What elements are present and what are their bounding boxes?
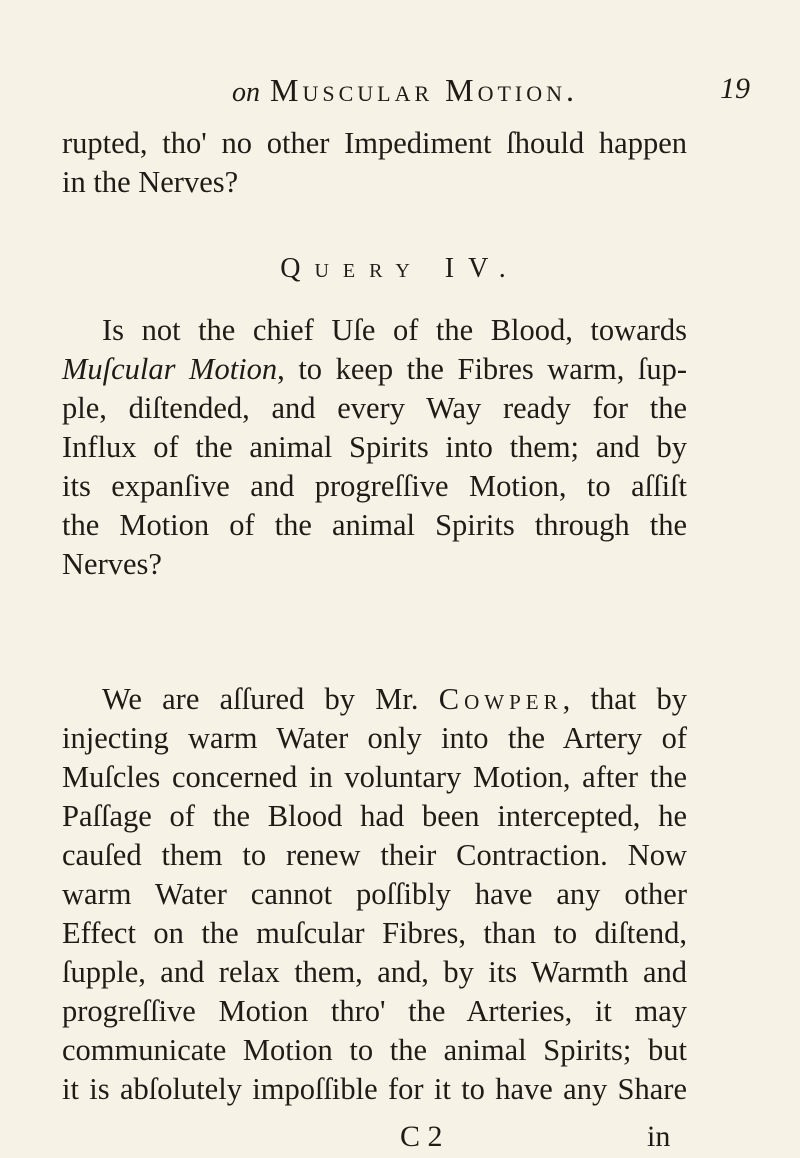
paragraph-cowper (62, 680, 687, 1109)
text-line (62, 680, 687, 719)
text-line: cauſed them to renew their Contraction. Now (62, 838, 687, 872)
signature-mark: C 2 (400, 1120, 443, 1153)
text-line: progreſſive Motion thro' the Arteries, it may (62, 994, 687, 1028)
text-line: the Motion of the animal Spirits through the (62, 508, 687, 542)
text-segment: We are aſſured by Mr. (102, 682, 419, 716)
running-title-main: Muscular Motion. (270, 72, 579, 108)
text-line: warm Water cannot poſſibly have any other (62, 877, 687, 911)
text-line: in the Nerves? (62, 165, 239, 199)
text-line: rupted, tho' no other Impediment ſhould happen (62, 126, 687, 160)
text-line: its expanſive and progreſſive Motion, to aſſiſt (62, 469, 687, 503)
text-line: Muſcles concerned in voluntary Motion, after the (62, 760, 687, 794)
text-segment-italic: Muſcular Motion (62, 352, 278, 386)
running-title (232, 72, 578, 109)
text-segment: Is not the chief Uſe of the Blood, towards (102, 313, 687, 347)
continuation-text (62, 124, 687, 202)
text-segment: , that by (562, 682, 688, 716)
page-number: 19 (720, 72, 750, 105)
text-line: Nerves? (62, 547, 162, 581)
text-line: Influx of the animal Spirits into them; and by (62, 430, 687, 464)
text-line: ſupple, and relax them, and, by its Warmth and (62, 955, 687, 989)
text-line: it is abſolutely impoſſible for it to have any Share (62, 1072, 687, 1106)
text-line (62, 350, 687, 389)
text-segment: , to keep the Fibres warm, ſup- (277, 352, 687, 386)
text-line: Effect on the muſcular Fibres, than to diſtend, (62, 916, 687, 950)
catchword: in (647, 1120, 671, 1153)
running-title-prefix: on (232, 77, 260, 108)
text-line: ple, diſtended, and every Way ready for the (62, 391, 687, 425)
text-line: Paſſage of the Blood had been intercepted, he (62, 799, 687, 833)
query-heading: Query IV. (280, 253, 520, 284)
text-line: communicate Motion to the animal Spirits; but (62, 1033, 687, 1067)
text-line (62, 311, 687, 350)
paragraph-query-4 (62, 311, 687, 584)
author-name: Cowper (438, 682, 563, 716)
text-line: injecting warm Water only into the Artery of (62, 721, 687, 755)
